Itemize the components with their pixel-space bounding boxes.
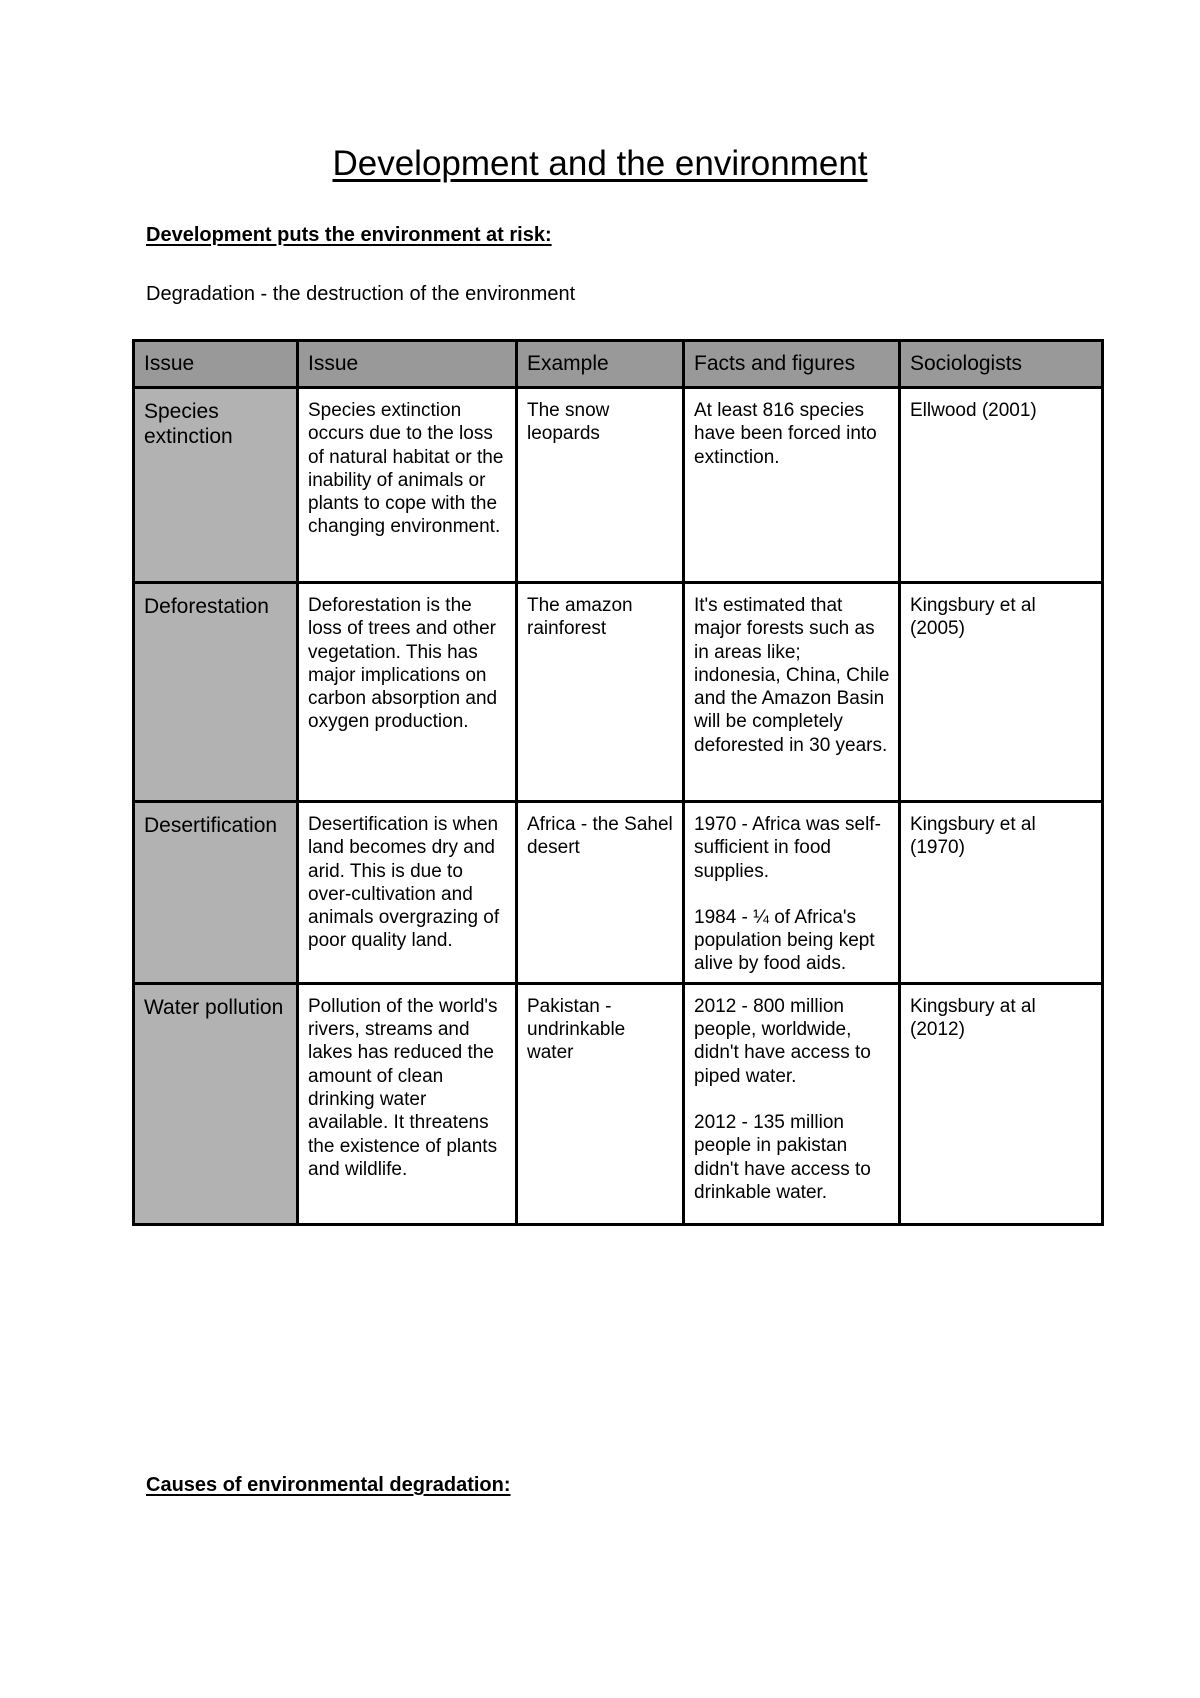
fact-paragraph: It's estimated that major forests such as in areas like; indonesia, China, Chile and the Amazon Basin will be completely deforested in 30 years.	[694, 595, 890, 756]
header-issue-description: Issue	[298, 341, 517, 388]
row-example: Pakistan - undrinkable water	[517, 983, 684, 1224]
fact-paragraph: 1970 - Africa was self-sufficient in food supplies.	[694, 814, 881, 882]
fact-paragraph: 1984 - ¼ of Africa's population being kept alive by food aids.	[694, 906, 875, 975]
header-issue: Issue	[134, 341, 298, 388]
section-heading-causes: Causes of environmental degradation:	[146, 1474, 511, 1496]
fact-paragraph: 2012 - 800 million people, worldwide, didn't have access to piped water.	[694, 995, 871, 1087]
row-issue: Water pollution	[134, 983, 298, 1224]
row-example: The snow leopards	[517, 388, 684, 583]
row-example: The amazon rainforest	[517, 583, 684, 802]
row-description: Desertification is when land becomes dry and arid. This is due to over-cultivation and animals overgrazing of poor quality land.	[298, 802, 517, 984]
row-description: Species extinction occurs due to the loss of natural habitat or the inability of animals or plants to cope with the changing environment.	[298, 388, 517, 583]
row-facts	[684, 983, 900, 1224]
row-facts	[684, 802, 900, 984]
header-sociologists: Sociologists	[900, 341, 1103, 388]
row-facts	[684, 388, 900, 583]
row-description: Deforestation is the loss of trees and other vegetation. This has major implications on carbon absorption and oxygen production.	[298, 583, 517, 802]
row-description: Pollution of the world's rivers, streams and lakes has reduced the amount of clean drinking water available. It threatens the existence of plants and wildlife.	[298, 983, 517, 1224]
table-row	[134, 983, 1103, 1224]
fact-paragraph: At least 816 species have been forced into extinction.	[694, 400, 877, 468]
row-sociologists: Ellwood (2001)	[900, 388, 1103, 583]
row-issue: Species extinction	[134, 388, 298, 583]
intro-text: Degradation - the destruction of the environment	[146, 283, 576, 305]
page-title: Development and the environment	[332, 144, 868, 183]
table-header-row	[134, 341, 1103, 388]
header-facts-and-figures: Facts and figures	[684, 341, 900, 388]
table-row	[134, 802, 1103, 984]
row-sociologists: Kingsbury et al (1970)	[900, 802, 1103, 984]
fact-paragraph: 2012 - 135 million people in pakistan didn't have access to drinkable water.	[694, 1111, 871, 1203]
row-facts	[684, 583, 900, 802]
issues-table	[132, 339, 1104, 1226]
table-row	[134, 583, 1103, 802]
table-row	[134, 388, 1103, 583]
row-sociologists: Kingsbury et al (2005)	[900, 583, 1103, 802]
header-example: Example	[517, 341, 684, 388]
row-issue: Desertification	[134, 802, 298, 984]
section-heading-risk: Development puts the environment at risk:	[146, 224, 552, 246]
row-example: Africa - the Sahel desert	[517, 802, 684, 984]
row-issue: Deforestation	[134, 583, 298, 802]
row-sociologists: Kingsbury at al (2012)	[900, 983, 1103, 1224]
